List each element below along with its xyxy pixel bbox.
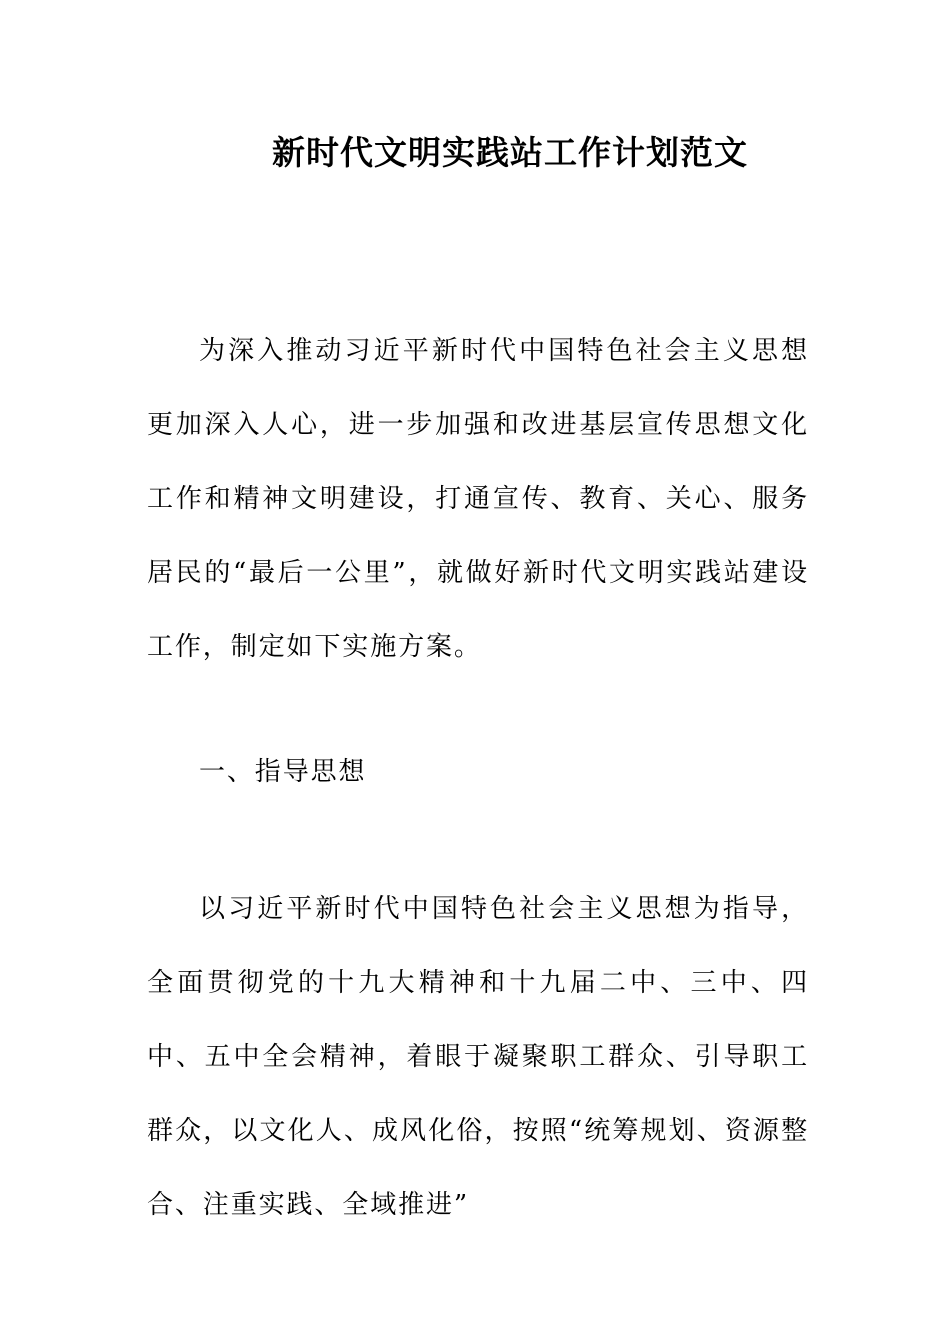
intro-paragraph: 为深入推动习近平新时代中国特色社会主义思想更加深入人心，进一步加强和改进基层宣传思想文化工作和精神文明建设，打通宣传、教育、关心、服务居民的“最后一公里”，就做好新时代文明实践站建设工作，制定如下实施方案。 — [147, 336, 809, 662]
section-heading-guiding-ideology: 一、指导思想 — [199, 757, 367, 787]
title-area — [0, 0, 950, 200]
document-title: 新时代文明实践站工作计划范文 — [272, 133, 748, 172]
guiding-ideology-paragraph: 以习近平新时代中国特色社会主义思想为指导，全面贯彻党的十九大精神和十九届二中、三中、四中、五中全会精神，着眼于凝聚职工群众、引导职工群众，以文化人、成风化俗，按照“统筹规划、资源整合、注重实践、全域推进” — [147, 894, 809, 1220]
